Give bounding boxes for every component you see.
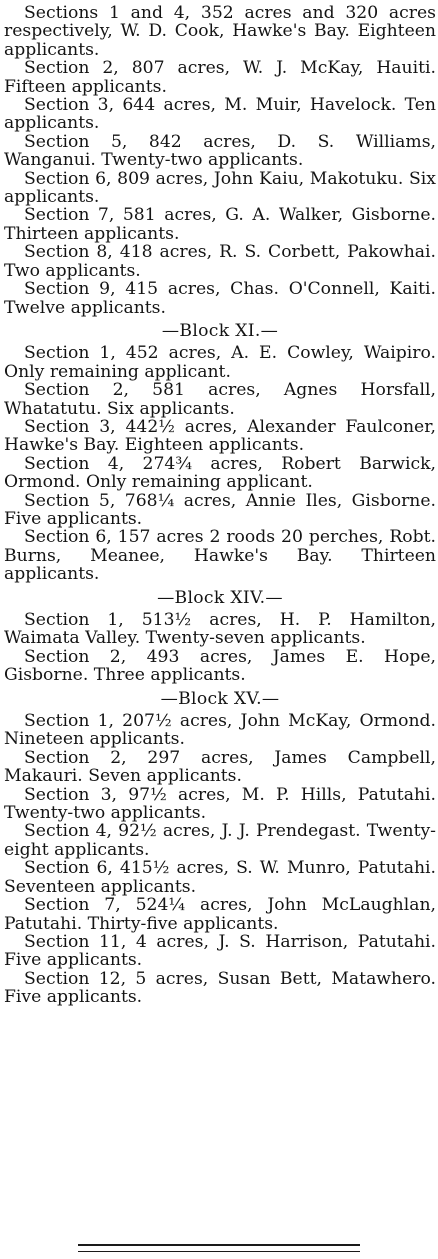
section-entry: Section 3, 97½ acres, M. P. Hills, Patutahi. Twenty-two applicants. xyxy=(4,784,436,824)
section-entry: Section 12, 5 acres, Susan Bett, Matawhero. Five applicants. xyxy=(4,968,436,1008)
section-entry: Sections 1 and 4, 352 acres and 320 acres respectively, W. D. Cook, Hawke's Bay. Eighteen applicants. xyxy=(4,3,436,60)
section-entry: Section 2, 807 acres, W. J. McKay, Hauiti. Fifteen applicants. xyxy=(4,58,436,97)
section-entry: Section 2, 493 acres, James E. Hope, Gisborne. Three applicants. xyxy=(4,646,436,686)
article-column xyxy=(4,4,436,1007)
section-entry: Section 8, 418 acres, R. S. Corbett, Pakowhai. Two applicants. xyxy=(4,242,436,281)
section-entry: Section 11, 4 acres, J. S. Harrison, Patutahi. Five applicants. xyxy=(4,931,436,971)
section-entry: Section 5, 768¼ acres, Annie Iles, Gisborne. Five applicants. xyxy=(4,490,436,529)
section-entry: Section 3, 442½ acres, Alexander Faulconer, Hawke's Bay. Eighteen applicants. xyxy=(4,416,436,456)
block-heading-xiv: —Block XIV.— xyxy=(157,587,283,608)
section-entry: Section 7, 581 acres, G. A. Walker, Gisborne. Thirteen applicants. xyxy=(4,205,436,244)
section-entry: Section 6, 415½ acres, S. W. Munro, Patutahi. Seventeen applicants. xyxy=(4,858,436,897)
section-entry: Section 9, 415 acres, Chas. O'Connell, Kaiti. Twelve applicants. xyxy=(4,279,436,318)
end-rule xyxy=(78,1244,360,1252)
section-entry: Section 1, 452 acres, A. E. Cowley, Waipiro. Only remaining applicant. xyxy=(4,343,436,382)
block-heading-xi: —Block XI.— xyxy=(161,320,279,341)
section-entry: Section 6, 809 acres, John Kaiu, Makotuku. Six applicants. xyxy=(4,168,436,208)
section-entry: Section 4, 92½ acres, J. J. Prendegast. Twenty-eight applicants. xyxy=(4,821,436,860)
section-entry: Section 2, 581 acres, Agnes Horsfall, Whatatutu. Six applicants. xyxy=(4,380,436,419)
section-entry: Section 4, 274¾ acres, Robert Barwick, Ormond. Only remaining applicant. xyxy=(4,453,436,493)
section-entry: Section 2, 297 acres, James Campbell, Makauri. Seven applicants. xyxy=(4,747,436,787)
section-entry: Section 1, 513½ acres, H. P. Hamilton, Waimata Valley. Twenty-seven applicants. xyxy=(4,610,436,649)
section-entry: Section 5, 842 acres, D. S. Williams, Wanganui. Twenty-two applicants. xyxy=(4,131,436,171)
block-heading-xv: —Block XV.— xyxy=(160,688,280,709)
section-entry: Section 3, 644 acres, M. Muir, Havelock. Ten applicants. xyxy=(4,95,436,134)
section-entry: Section 6, 157 acres 2 roods 20 perches, Robt. Burns, Meanee, Hawke's Bay. Thirteen applicants. xyxy=(4,527,436,585)
section-entry: Section 7, 524¼ acres, John McLaughlan, Patutahi. Thirty-five applicants. xyxy=(4,895,436,934)
section-entry: Section 1, 207½ acres, John McKay, Ormond. Nineteen applicants. xyxy=(4,711,436,750)
